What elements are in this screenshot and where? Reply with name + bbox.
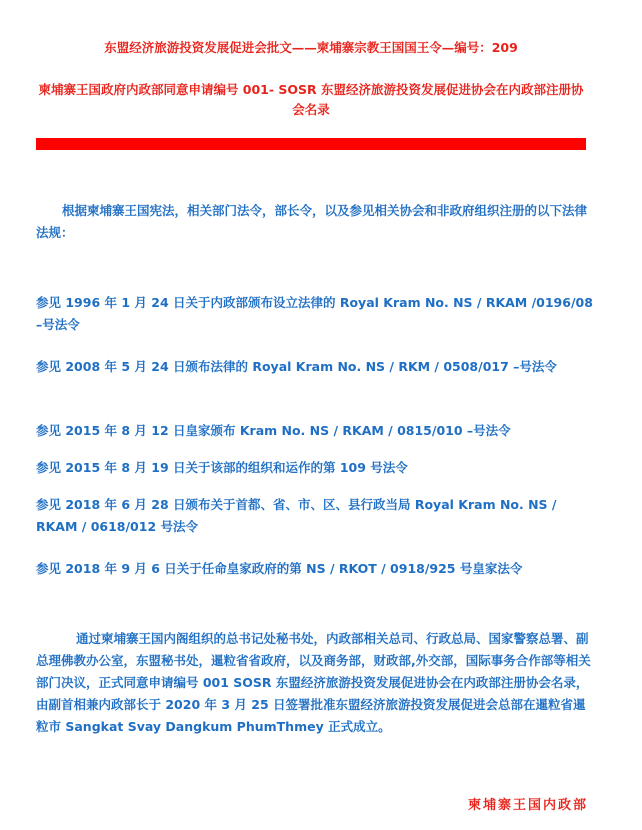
red-divider-bar <box>36 138 586 150</box>
reference-item: 参见 2015 年 8 月 19 日关于该部的组织和运作的第 109 号法令 <box>36 460 408 475</box>
reference-item: 参见 2018 年 6 月 28 日颁布关于首都、省、市、区、县行政当局 Royal Kram No. NS / RKAM / 0618/012 号法令 <box>36 497 557 534</box>
reference-item: 参见 2018 年 9 月 6 日关于任命皇家政府的第 NS / RKOT / 0918/925 号皇家法令 <box>36 561 523 576</box>
intro-paragraph: 根据柬埔寨王国宪法，相关部门法令，部长令，以及参见相关协会和非政府组织注册的以下法律法规： <box>36 203 588 240</box>
document-subtitle: 柬埔寨王国政府内政部同意申请编号 001- SOSR 东盟经济旅游投资发展促进协会在内政部注册协会名录 <box>38 82 584 117</box>
decision-paragraph: 通过柬埔寨王国内阁组织的总书记处秘书处，内政部相关总司、行政总局、国家警察总署、副总理佛教办公室，东盟秘书处，暹粒省省政府，以及商务部，财政部,外交部，国际事务合作部等相关部门决议，正式同意申请编号 001 SOSR 东盟经济旅游投资发展促进协会在内政部注册协会名录，由副首相兼内政部长于 2020 年 3 月 25 日签署批准东盟经济旅游投资发展促进会总部在暹粒省暹粒市 Sangkat Svay Dangkum PhumThmey 正式成立。 <box>36 631 591 734</box>
reference-item: 参见 1996 年 1 月 24 日关于内政部颁布设立法律的 Royal Kram No. NS / RKAM /0196/08 –号法令 <box>36 295 593 332</box>
reference-item: 参见 2008 年 5 月 24 日颁布法律的 Royal Kram No. NS / RKM / 0508/017 –号法令 <box>36 359 557 374</box>
document-title: 东盟经济旅游投资发展促进会批文——柬埔寨宗教王国国王令—编号：209 <box>104 40 518 55</box>
signature: 柬埔寨王国内政部 <box>467 798 588 813</box>
reference-item: 参见 2015 年 8 月 12 日皇家颁布 Kram No. NS / RKAM / 0815/010 –号法令 <box>36 423 511 438</box>
